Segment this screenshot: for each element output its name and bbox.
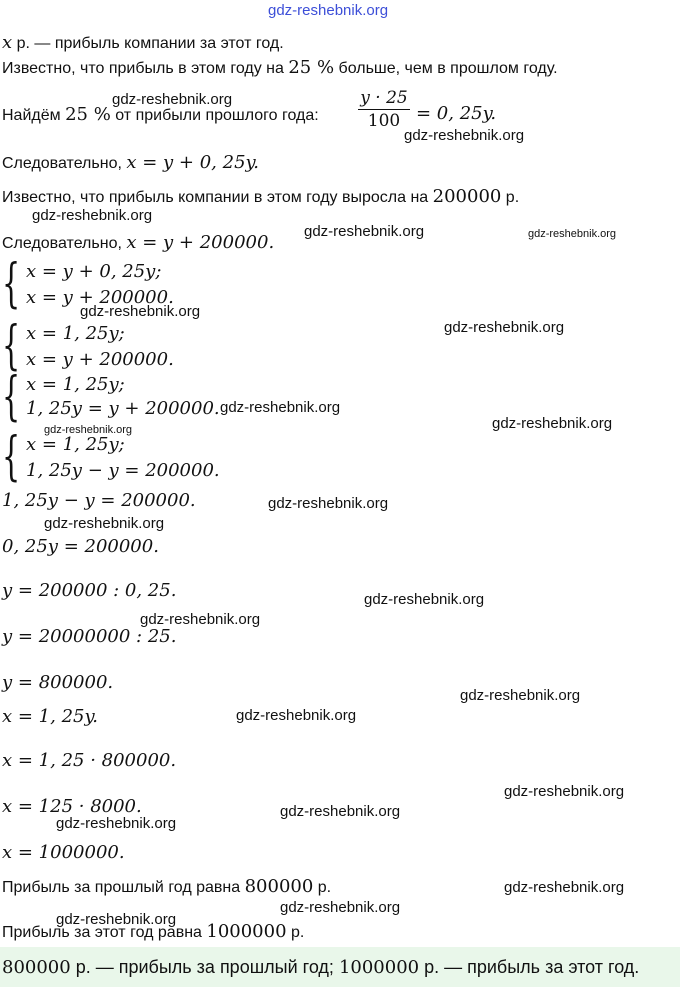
answer-text-1: р. — прибыль за прошлый год; <box>70 957 339 977</box>
watermark: gdz-reshebnik.org <box>364 591 485 608</box>
watermark: gdz-reshebnik.org <box>112 91 233 108</box>
step: x = 1, 25y. <box>2 706 98 727</box>
system-4-line-1: x = 1, 25y; <box>26 434 125 455</box>
math-25-percent: 25 % <box>65 104 111 125</box>
system-2-line-2: x = y + 200000. <box>26 349 174 370</box>
watermark-top: gdz-reshebnik.org <box>268 2 389 19</box>
watermark: gdz-reshebnik.org <box>504 879 625 896</box>
watermark: gdz-reshebnik.org <box>32 207 153 224</box>
line-known-25-percent <box>2 57 558 79</box>
text: Известно, что прибыль компании в этом году выросла на <box>2 189 433 206</box>
text: больше, чем в прошлом году. <box>334 60 558 77</box>
text: Следовательно, <box>2 155 127 172</box>
answer-text-2: р. — прибыль за этот год. <box>419 957 640 977</box>
text: Известно, что прибыль в этом году на <box>2 60 289 77</box>
step: 1, 25y − y = 200000. <box>2 490 196 511</box>
system-brace: { <box>2 427 21 487</box>
answer-box <box>0 947 680 987</box>
text: р. <box>286 924 305 941</box>
text: Следовательно, <box>2 235 127 252</box>
watermark: gdz-reshebnik.org <box>44 515 165 532</box>
watermark: gdz-reshebnik.org <box>404 127 525 144</box>
math-200000: 200000 <box>432 186 502 207</box>
system-2-line-1: x = 1, 25y; <box>26 323 125 344</box>
conclusion-prev-year <box>2 876 331 898</box>
watermark: gdz-reshebnik.org <box>492 415 613 432</box>
watermark: gdz-reshebnik.org <box>528 228 617 240</box>
fraction-denominator: 100 <box>367 111 401 131</box>
var-x: x <box>2 32 13 53</box>
text: Прибыль за прошлый год равна <box>2 879 245 896</box>
step: x = 1, 25 · 800000. <box>2 750 177 771</box>
watermark: gdz-reshebnik.org <box>56 815 177 832</box>
system-3-line-1: x = 1, 25y; <box>26 374 125 395</box>
step: y = 20000000 : 25. <box>2 626 177 647</box>
system-3-line-2: 1, 25y = y + 200000. <box>26 398 220 419</box>
watermark: gdz-reshebnik.org <box>304 223 425 240</box>
value: 1000000 <box>206 921 287 942</box>
text: Найдём <box>2 107 66 124</box>
watermark: gdz-reshebnik.org <box>140 611 261 628</box>
text: от прибыли прошлого года: <box>110 107 319 124</box>
equation: x = y + 0, 25y. <box>126 152 260 173</box>
watermark: gdz-reshebnik.org <box>220 399 341 416</box>
value: 800000 <box>244 876 314 897</box>
step: y = 800000. <box>2 672 114 693</box>
watermark: gdz-reshebnik.org <box>268 495 389 512</box>
fraction-result: = 0, 25y. <box>416 103 497 124</box>
line-consequently-1 <box>2 152 259 174</box>
equation: x = y + 200000. <box>126 232 275 253</box>
text: р. <box>501 189 520 206</box>
system-4-line-2: 1, 25y − y = 200000. <box>26 460 220 481</box>
step: x = 1000000. <box>2 842 125 863</box>
step: x = 125 · 8000. <box>2 796 142 817</box>
watermark: gdz-reshebnik.org <box>80 303 201 320</box>
system-brace: { <box>2 254 21 314</box>
system-1-line-2: x = y + 200000. <box>26 287 174 308</box>
watermark: gdz-reshebnik.org <box>280 899 401 916</box>
system-1-line-1: x = y + 0, 25y; <box>26 261 162 282</box>
text: р. — прибыль компании за этот год. <box>12 35 284 52</box>
system-brace: { <box>2 367 21 427</box>
watermark: gdz-reshebnik.org <box>504 783 625 800</box>
answer-value-1: 800000 <box>2 957 71 978</box>
step: 0, 25y = 200000. <box>2 536 159 557</box>
line-profit-this-year <box>2 32 284 54</box>
system-brace: { <box>2 316 21 376</box>
watermark: gdz-reshebnik.org <box>444 319 565 336</box>
answer-value-2: 1000000 <box>338 957 420 978</box>
watermark: gdz-reshebnik.org <box>44 424 133 436</box>
math-25-percent: 25 % <box>288 57 335 78</box>
fraction <box>358 88 410 131</box>
line-consequently-2 <box>2 232 274 254</box>
text: Прибыль за этот год равна <box>2 924 207 941</box>
watermark: gdz-reshebnik.org <box>460 687 581 704</box>
text: р. <box>313 879 332 896</box>
fraction-numerator: y · 25 <box>358 88 410 110</box>
line-grew-by <box>2 186 519 208</box>
watermark: gdz-reshebnik.org <box>56 911 177 928</box>
step: y = 200000 : 0, 25. <box>2 580 177 601</box>
watermark: gdz-reshebnik.org <box>280 803 401 820</box>
watermark: gdz-reshebnik.org <box>236 707 357 724</box>
